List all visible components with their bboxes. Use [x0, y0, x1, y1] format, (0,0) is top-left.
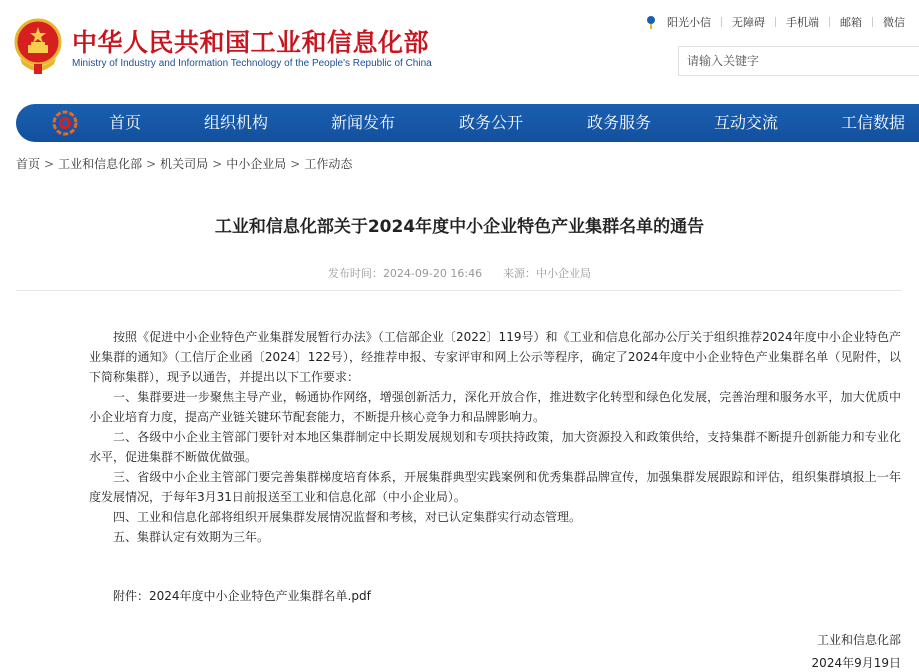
source-value: 中小企业局	[536, 267, 592, 280]
title-divider	[16, 290, 901, 291]
publish-label: 发布时间：	[327, 267, 383, 280]
article-title: 工业和信息化部关于2024年度中小企业特色产业集群名单的通告	[214, 217, 705, 237]
divider	[829, 17, 830, 27]
top-links	[645, 14, 905, 30]
sunshine-icon	[645, 15, 657, 29]
breadcrumb-separator: >	[212, 157, 223, 171]
signature-org: 工业和信息化部	[816, 633, 901, 647]
breadcrumb-departments[interactable]: 机关司局	[160, 157, 209, 171]
breadcrumb-miit[interactable]: 工业和信息化部	[58, 157, 143, 171]
top-link-mobile[interactable]: 手机端	[786, 16, 819, 29]
attachment-label: 附件：	[113, 589, 150, 603]
site-header	[0, 0, 919, 100]
nav-item-interaction[interactable]: 互动交流	[714, 113, 779, 132]
signature-date: 2024年9月19日	[811, 656, 901, 670]
divider	[721, 17, 722, 27]
paragraph: 五、集群认定有效期为三年。	[113, 530, 270, 544]
top-link-sunshine[interactable]: 阳光小信	[667, 16, 711, 29]
breadcrumb-separator: >	[44, 157, 55, 171]
divider	[775, 17, 776, 27]
top-link-mail[interactable]: 邮箱	[840, 16, 862, 29]
breadcrumb-home[interactable]: 首页	[16, 157, 41, 171]
search-box	[678, 46, 919, 76]
top-link-accessibility[interactable]: 无障碍	[732, 16, 765, 29]
nav-item-organization[interactable]: 组织机构	[204, 113, 269, 132]
breadcrumb	[16, 155, 352, 172]
breadcrumb-separator: >	[290, 157, 301, 171]
nav-item-data[interactable]: 工信数据	[841, 113, 906, 132]
top-link-wechat[interactable]: 微信	[883, 16, 905, 29]
nav-item-news[interactable]: 新闻发布	[331, 113, 396, 132]
paragraph: 三、省级中小企业主管部门要完善集群梯度培育体系，开展集群典型实践案例和优秀集群品牌宣传，加强集群发展跟踪和评估，组织集群填报上一年度发展情况，于每年3月31日前报送至工业和信息化部（中小企业局）。	[89, 470, 901, 504]
miit-logo-icon[interactable]	[52, 110, 78, 136]
paragraph: 二、各级中小企业主管部门要针对本地区集群制定中长期发展规划和专项扶持政策，加大资源投入和政策供给，支持集群不断提升创新能力和专业化水平，促进集群不断做优做强。	[89, 430, 901, 464]
attachment-link[interactable]	[113, 587, 371, 604]
publish-time: 2024-09-20 16:46	[382, 267, 483, 280]
article-body	[89, 327, 901, 547]
site-name-cn[interactable]: 中华人民共和国工业和信息化部	[72, 28, 430, 57]
nav-item-public-affairs[interactable]: 政务公开	[459, 113, 524, 132]
national-emblem-icon	[14, 18, 62, 76]
paragraph: 按照《促进中小企业特色产业集群发展暂行办法》（工信部企业〔2022〕119号）和《工业和信息化部办公厅关于组织推荐2024年度中小企业特色产业集群的通知》（工信厅企业函〔2024〕122号），经推荐申报、专家评审和网上公示等程序，确定了2024年度中小企业特色产业集群名单（见附件，以下简称集群），现予以通告，并提出以下工作要求：	[89, 330, 901, 384]
site-name-en: Ministry of Industry and Information Technology of the People's Republic of China	[72, 58, 432, 69]
paragraph: 四、工业和信息化部将组织开展集群发展情况监督和考核，对已认定集群实行动态管理。	[113, 510, 582, 524]
paragraph: 一、集群要进一步聚焦主导产业，畅通协作网络，增强创新活力，深化开放合作，推进数字化转型和绿色化发展，完善治理和服务水平，加大优质中小企业培育力度，提高产业链关键环节配套能力，不断提升核心竞争力和品牌影响力。	[89, 390, 901, 424]
article-meta	[0, 265, 919, 281]
attachment-name[interactable]: 2024年度中小企业特色产业集群名单.pdf	[149, 589, 371, 603]
divider	[872, 17, 873, 27]
breadcrumb-separator: >	[146, 157, 157, 171]
nav-item-services[interactable]: 政务服务	[587, 113, 652, 132]
source-label: 来源：	[503, 267, 537, 280]
search-input[interactable]	[679, 47, 919, 75]
nav-item-home[interactable]: 首页	[109, 113, 142, 132]
main-nav	[16, 104, 919, 142]
breadcrumb-sme-bureau[interactable]: 中小企业局	[226, 157, 287, 171]
breadcrumb-work-updates[interactable]: 工作动态	[304, 157, 353, 171]
